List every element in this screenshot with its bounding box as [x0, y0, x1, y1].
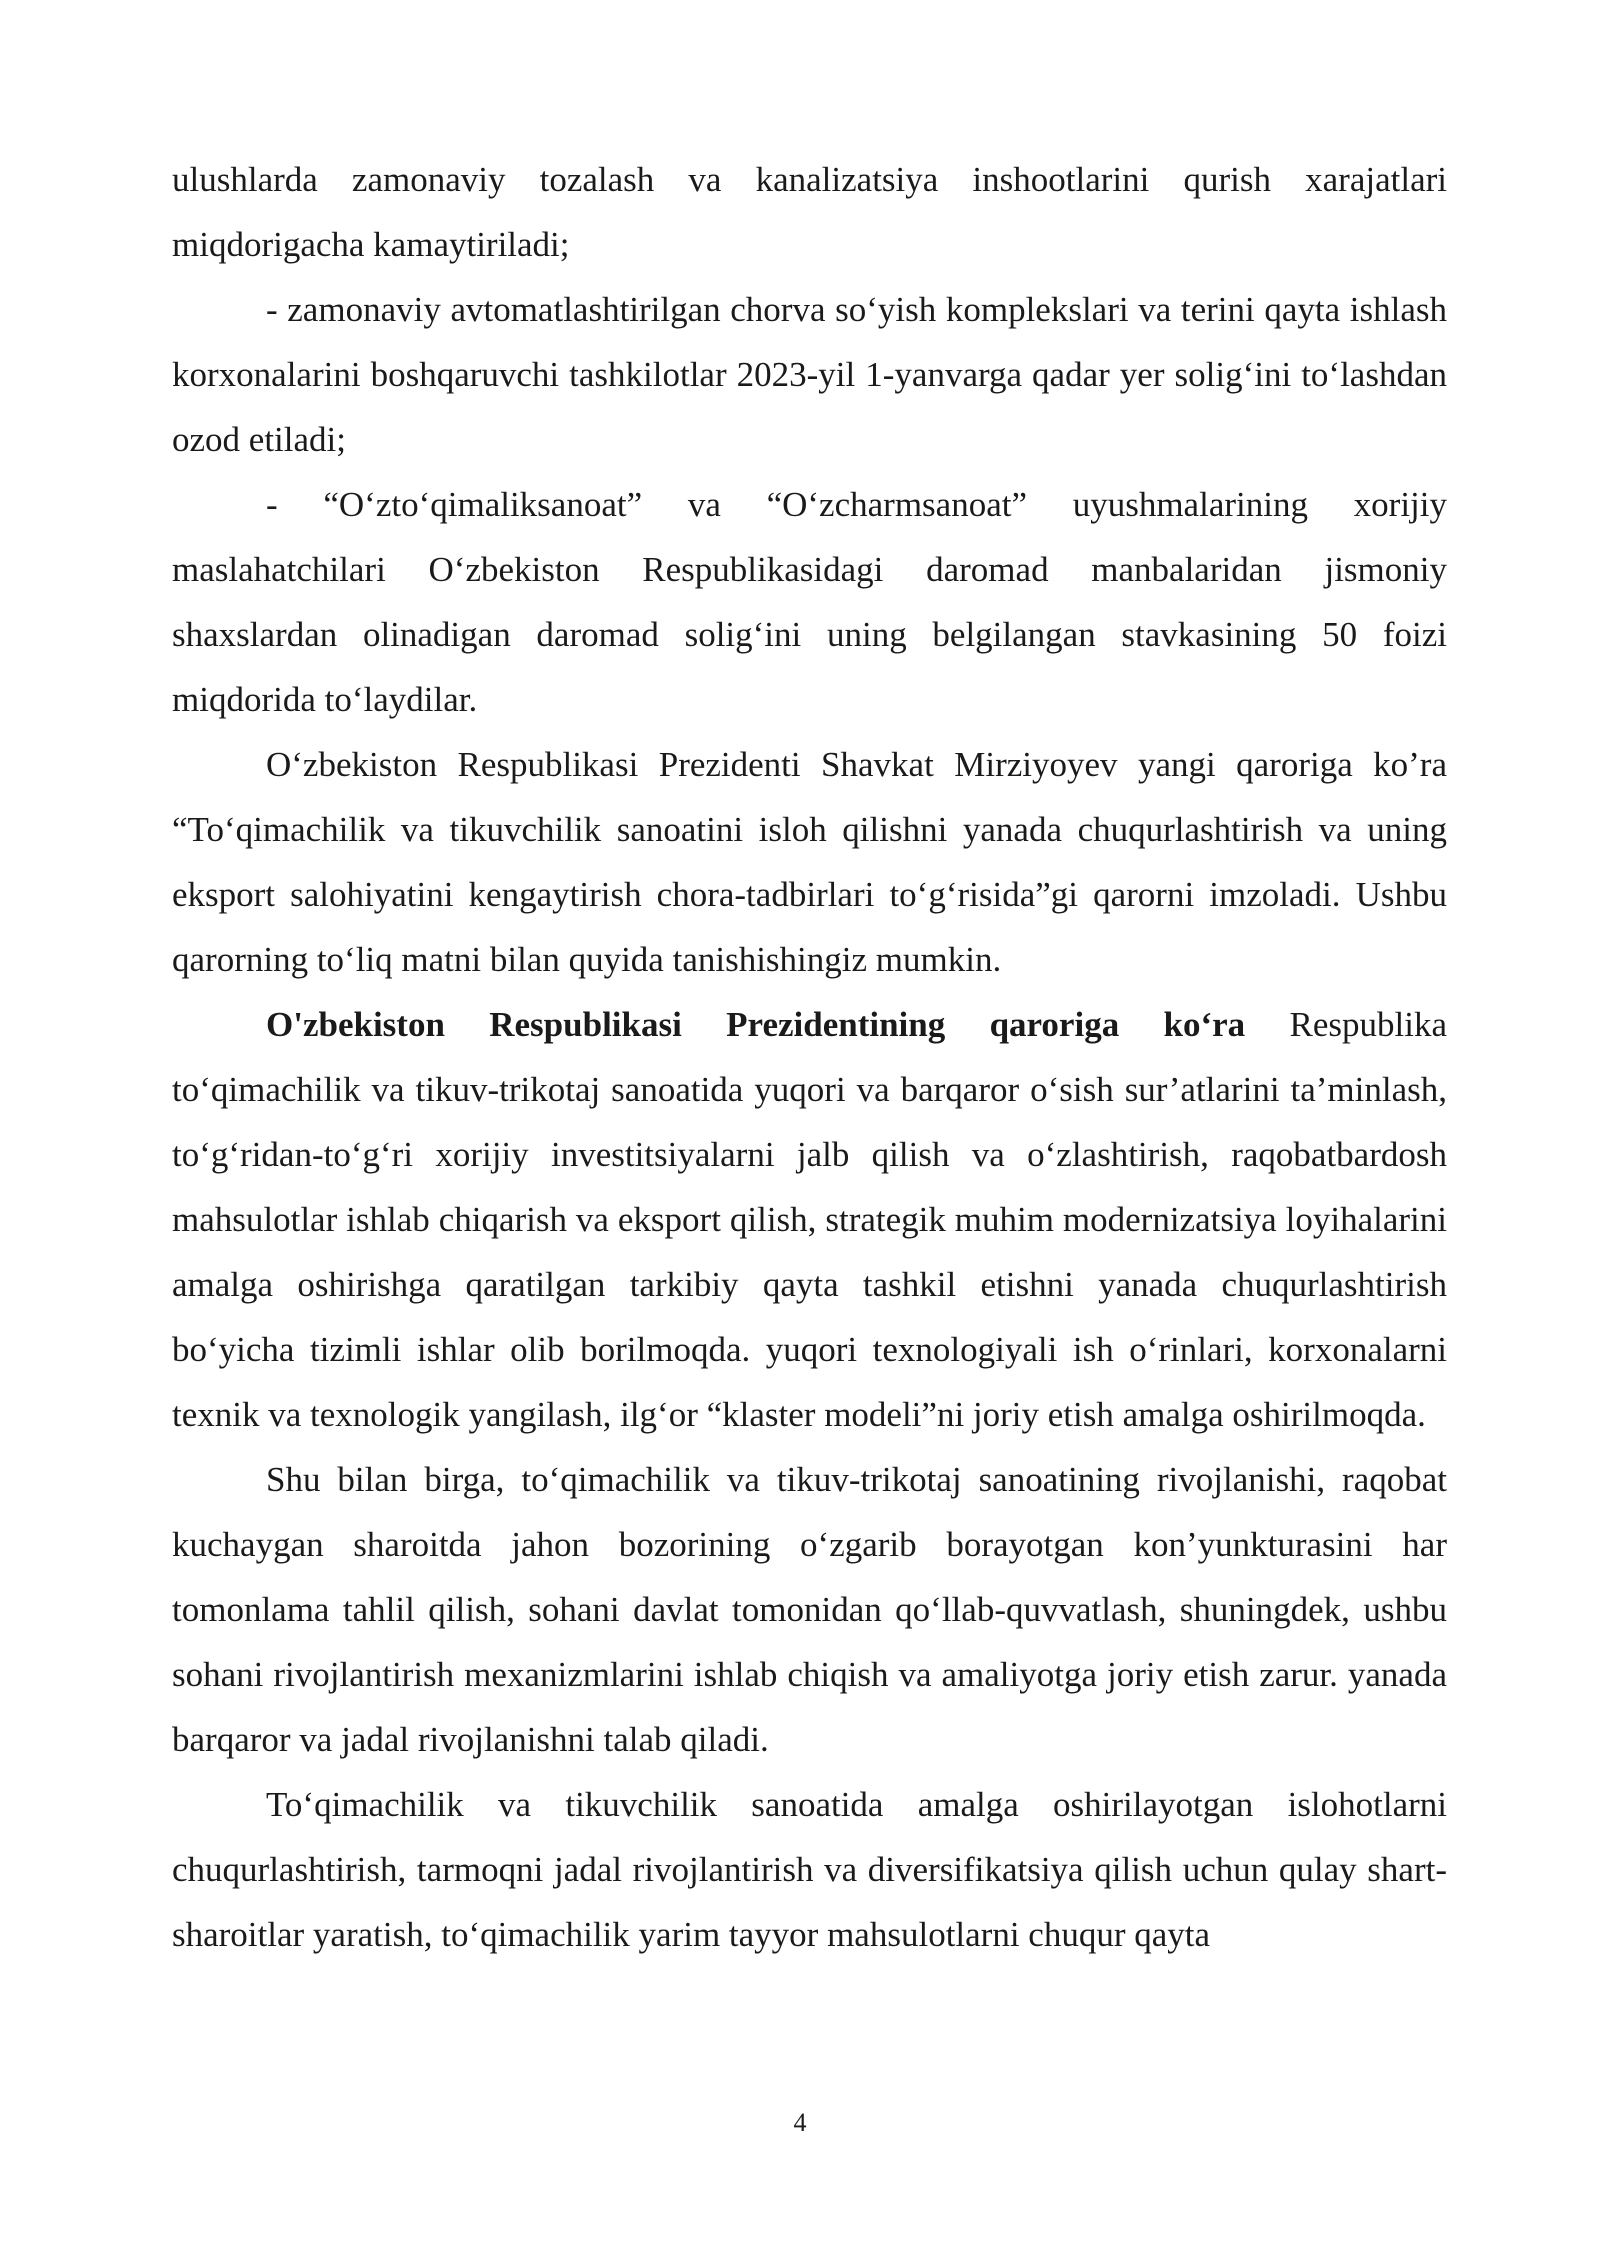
paragraph-6 — [172, 1447, 1447, 1772]
paragraph-3-text: - “O‘zto‘qimaliksanoat” va “O‘zcharmsanoat” uyushmalarining xorijiy maslahatchilari O‘zbekiston Respublikasidagi daromad manbalaridan jismoniy shaxslardan olinadigan daromad solig‘ini uning belgilangan stavkasining 50 foizi miqdorida to‘laydilar. — [172, 485, 1447, 719]
paragraph-3 — [172, 472, 1447, 732]
paragraph-5 — [172, 992, 1447, 1447]
paragraph-5-text: Respublika to‘qimachilik va tikuv-trikotaj sanoatida yuqori va barqaror o‘sish sur’atlarini ta’minlash, to‘g‘ridan-to‘g‘ri xorijiy investitsiyalarni jalb qilish va o‘zlashtirish, raqobatbardosh mahsulotlar ishlab chiqarish va eksport qilish, strategik muhim modernizatsiya loyihalarini amalga oshirishga qaratilgan tarkibiy qayta tashkil etishni yanada chuqurlashtirish bo‘yicha tizimli ishlar olib borilmoqda. yuqori texnologiyali ish o‘rinlari, korxonalarni texnik va texnologik yangilash, ilg‘or “klaster modeli”ni joriy etish amalga oshirilmoqda. — [172, 1005, 1448, 1434]
paragraph-7 — [172, 1772, 1447, 1967]
paragraph-1 — [172, 147, 1447, 277]
paragraph-7-text: To‘qimachilik va tikuvchilik sanoatida amalga oshirilayotgan islohotlarni chuqurlashtirish, tarmoqni jadal rivojlantirish va diversifikatsiya qilish uchun qulay shart-sharoitlar yaratish, to‘qimachilik yarim tayyor mahsulotlarni chuqur qayta — [172, 1785, 1447, 1954]
paragraph-2 — [172, 277, 1447, 472]
paragraph-4-text: O‘zbekiston Respublikasi Prezidenti Shavkat Mirziyoyev yangi qaroriga ko’ra “To‘qimachilik va tikuvchilik sanoatini isloh qilishni yanada chuqurlashtirish va uning eksport salohiyatini kengaytirish chora-tadbirlari to‘g‘risida”gi qarorni imzoladi. Ushbu qarorning to‘liq matni bilan quyida tanishishingiz mumkin. — [172, 745, 1447, 979]
paragraph-1-text: ulushlarda zamonaviy tozalash va kanalizatsiya inshootlarini qurish xarajatlari miqdorigacha kamaytiriladi; — [172, 160, 1447, 264]
page-number: 4 — [793, 2108, 807, 2137]
paragraph-6-text: Shu bilan birga, to‘qimachilik va tikuv-trikotaj sanoatining rivojlanishi, raqobat kuchaygan sharoitda jahon bozorining o‘zgarib borayotgan kon’yunkturasini har tomonlama tahlil qilish, sohani davlat tomonidan qo‘llab-quvvatlash, shuningdek, ushbu sohani rivojlantirish mexanizmlarini ishlab chiqish va amaliyotga joriy etish zarur. yanada barqaror va jadal rivojlanishni talab qiladi. — [172, 1460, 1447, 1759]
paragraph-5-lead: O'zbekiston Respublikasi Prezidentining qaroriga ko‘ra — [266, 1005, 1246, 1044]
page-body — [172, 147, 1447, 1967]
paragraph-4 — [172, 732, 1447, 992]
paragraph-2-text: - zamonaviy avtomatlashtirilgan chorva so‘yish komplekslari va terini qayta ishlash korxonalarini boshqaruvchi tashkilotlar 2023-yil 1-yanvarga qadar yer solig‘ini to‘lashdan ozod etiladi; — [172, 290, 1447, 459]
